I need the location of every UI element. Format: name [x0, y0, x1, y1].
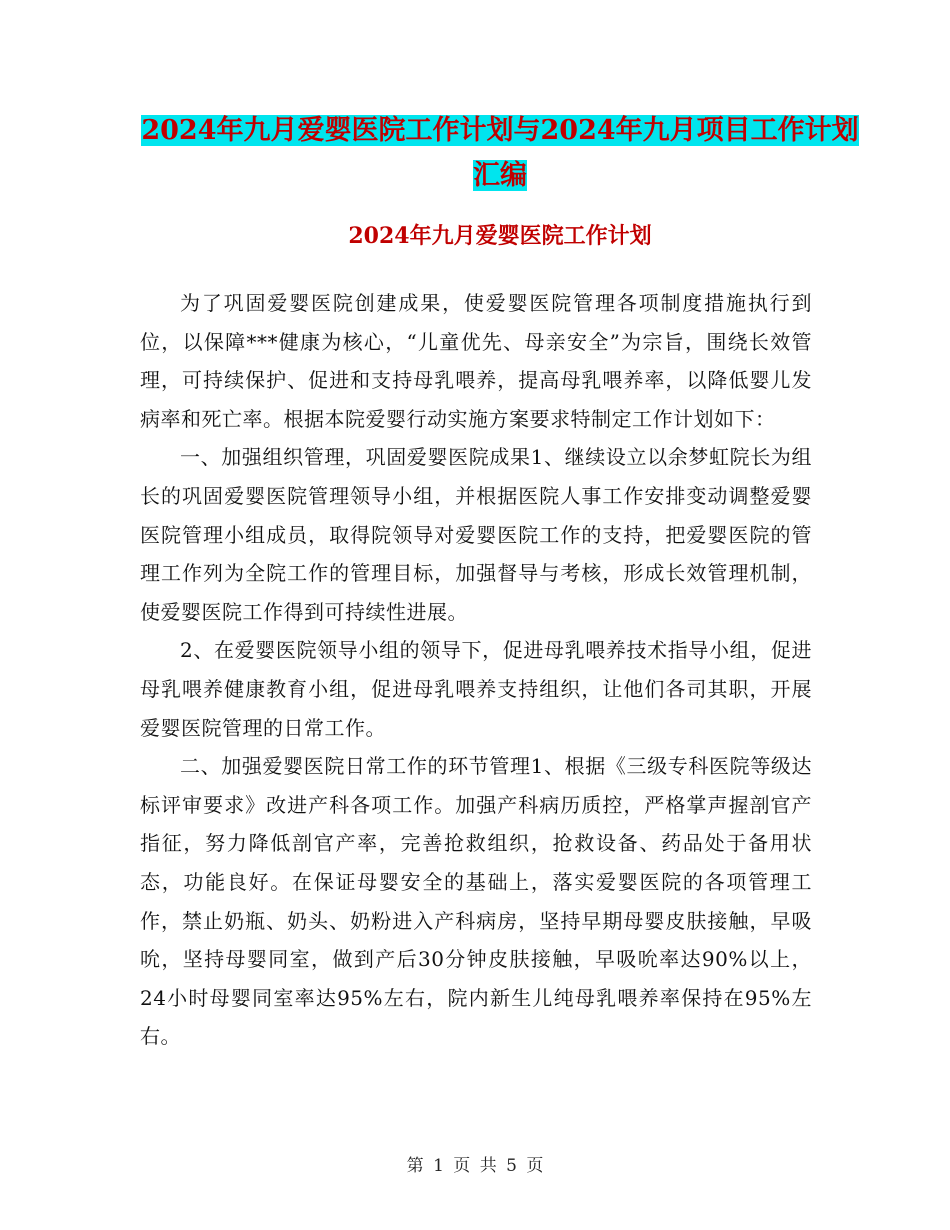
page-footer: 第 1 页 共 5 页: [406, 1156, 544, 1176]
document-title-text: 2024年九月爱婴医院工作计划与2024年九月项目工作计划汇编: [141, 115, 859, 191]
paragraph-leadership: 2、在爱婴医院领导小组的领导下，促进母乳喂养技术指导小组，促进母乳喂养健康教育小组，促进母乳喂养支持组织，让他们各司其职，开展爱婴医院管理的日常工作。: [140, 638, 812, 740]
paragraph-organization: 一、加强组织管理，巩固爱婴医院成果1、继续设立以余梦虹院长为组长的巩固爱婴医院管理领导小组，并根据医院人事工作安排变动调整爱婴医院管理小组成员，取得院领导对爱婴医院工作的支持，把爱婴医院的管理工作列为全院工作的管理目标，加强督导与考核，形成长效管理机制，使爱婴医院工作得到可持续性进展。: [140, 445, 812, 624]
document-body: [140, 284, 812, 1056]
paragraph-daily-management: 二、加强爱婴医院日常工作的环节管理1、根据《三级专科医院等级达标评审要求》改进产科各项工作。加强产科病历质控，严格掌声握剖官产指征，努力降低剖官产率，完善抢救组织，抢救设备、药品处于备用状态，功能良好。在保证母婴安全的基础上，落实爱婴医院的各项管理工作，禁止奶瓶、奶头、奶粉进入产科病房，坚持早期母婴皮肤接触，早吸吮，坚持母婴同室，做到产后30分钟皮肤接触，早吸吮率达90%以上，24小时母婴同室率达95%左右，院内新生儿纯母乳喂养率保持在95%左右。: [140, 754, 812, 1049]
document-title: [140, 108, 860, 198]
paragraph-intro: 为了巩固爱婴医院创建成果，使爱婴医院管理各项制度措施执行到位，以保障***健康为核心，“儿童优先、母亲安全”为宗旨，围绕长效管理，可持续保护、促进和支持母乳喂养，提高母乳喂养率，以降低婴儿发病率和死亡率。根据本院爱婴行动实施方案要求特制定工作计划如下：: [140, 291, 812, 431]
section-title: 2024年九月爱婴医院工作计划: [348, 223, 652, 249]
